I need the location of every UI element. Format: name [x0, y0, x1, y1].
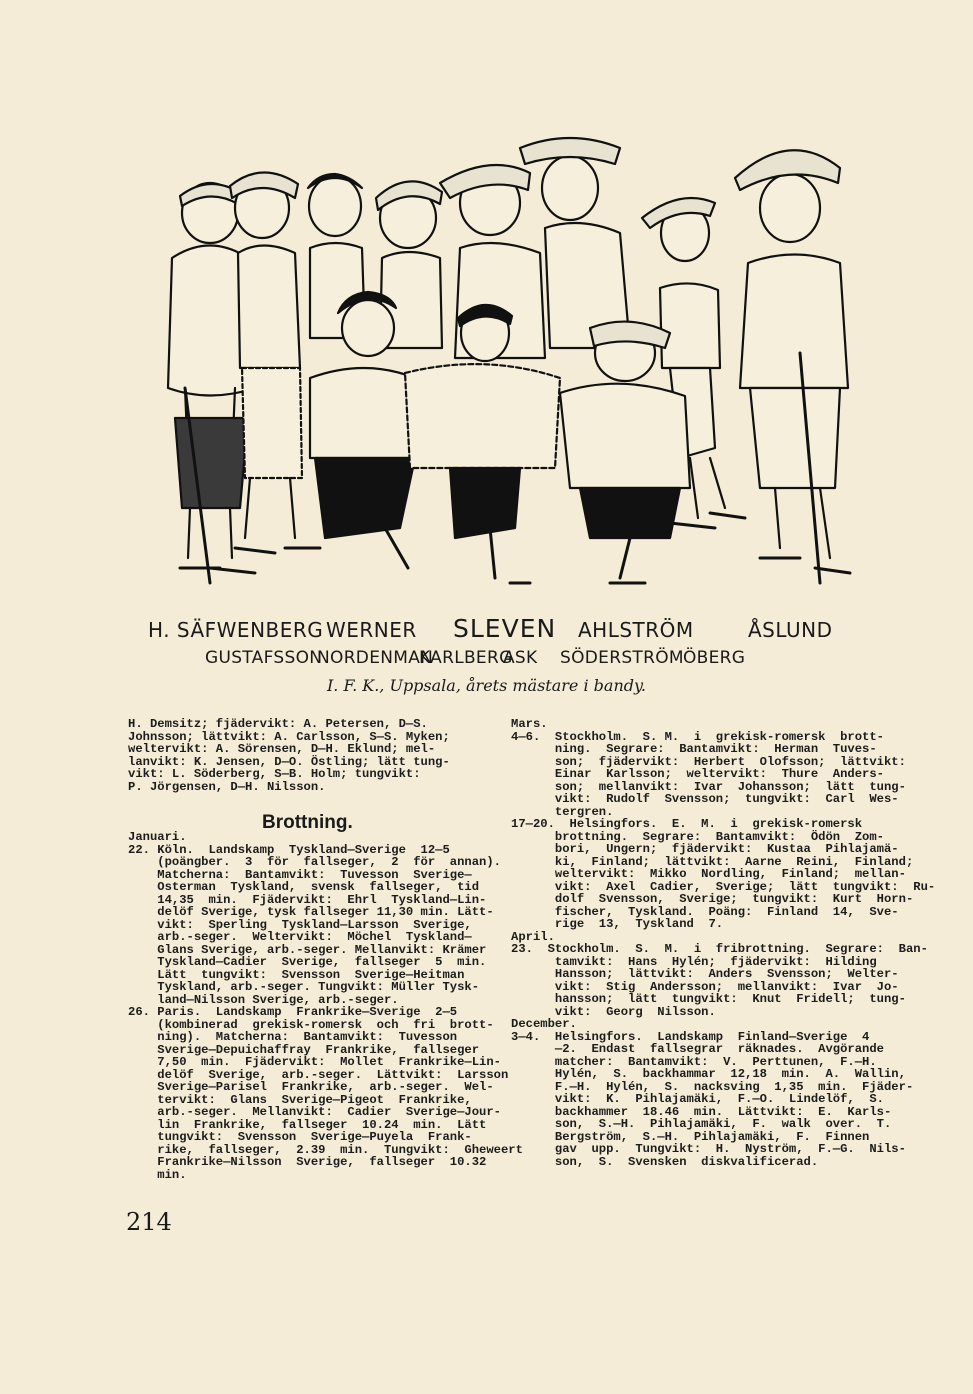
text-line: lin Frankrike, fallseger 10.24 min. Lätt [128, 1117, 487, 1132]
text-line: Tyskland, arb.-seger. Tungvikt: Müller Tysk- [128, 980, 480, 994]
caption-name-sleven: SLEVEN [453, 614, 557, 643]
text-line: Johnsson; lättvikt: A. Carlsson, S—S. Myken; [128, 729, 450, 744]
text-line: tungvikt: Svensson Sverige—Puyela Frank- [128, 1130, 472, 1144]
text-line: Mars. [511, 717, 548, 731]
caption-name: AHLSTRÖM [578, 618, 694, 642]
text-line: son, S. Svensken diskvalificerad. [511, 1154, 819, 1169]
text-line: tervikt: Glans Sverige—Pigeot Frankrike, [128, 1092, 472, 1107]
text-line: 4—6. Stockholm. S. M. i grekisk-romersk brott- [511, 729, 884, 744]
text-line: Lätt tungvikt: Svensson Sverige—Heitman [128, 967, 465, 982]
text-line: H. Demsitz; fjädervikt: A. Petersen, D—S. [128, 717, 428, 731]
caption-name: ÖBERG [683, 648, 746, 668]
text-line: Hansson; lättvikt: Anders Svensson; Welter- [511, 967, 899, 981]
text-line: arb.-seger. Weltervikt: Möchel Tyskland— [128, 930, 472, 944]
text-line: April. [511, 929, 555, 944]
text-line: ning). Matcherna: Bantamvikt: Tuvesson [128, 1030, 458, 1044]
text-line: Hylén, S. backhammar 12,18 min. A. Wallin, [511, 1067, 906, 1081]
bandy-team-caricature-illustration [150, 128, 855, 608]
text-line: delöf Sverige, arb.-seger. Lättvikt: Larsson [128, 1067, 509, 1082]
text-line: 23. Stockholm. S. M. i fribrottning. Segrare: Ban- [511, 942, 928, 956]
left-text-column [128, 717, 523, 1182]
text-line: bori, Ungern; fjädervikt: Kustaa Pihlajamä- [511, 842, 899, 856]
text-line: vikt: Axel Cadier, Sverige; lätt tungvikt: Ru- [511, 879, 936, 894]
text-line: Einar Karlsson; weltervikt: Thure Anders- [511, 767, 884, 781]
section-heading-brottning: Brottning. [262, 812, 353, 833]
caption-name: NORDENMAN [317, 648, 434, 668]
caption-name: ÅSLUND [748, 618, 833, 642]
text-line: vikt: Stig Andersson; mellanvikt: Ivar Jo- [511, 979, 899, 994]
text-line: brottning. Segrare: Bantamvikt: Ödön Zom- [511, 829, 884, 844]
text-line: —2. Endast fallsegrar räknades. Avgörande [511, 1042, 884, 1056]
text-line: vikt: Georg Nilsson. [511, 1004, 716, 1019]
caption-name: H. SÄFWENBERG [148, 618, 324, 642]
text-line: son; fjädervikt: Herbert Olofsson; lättvikt: [511, 754, 906, 769]
caption-names-row-top [148, 614, 848, 650]
text-line: Sverige—Parisel Frankrike, arb.-seger. Wel- [128, 1080, 494, 1094]
text-line: fischer, Tyskland. Poäng: Finland 14, Sve- [511, 904, 899, 919]
text-line: Frankrike—Nilsson Sverige, fallseger 10.32 [128, 1155, 487, 1169]
text-line: ki, Finland; lättvikt: Aarne Reini, Finland; [511, 854, 914, 869]
text-line: F.—H. Hylén, S. nacksving 1,35 min. Fjäder- [511, 1079, 914, 1094]
text-line: Sverige—Depuichaffray Frankrike, fallseger [128, 1042, 480, 1057]
text-line: Osterman Tyskland, svensk fallseger, tid [128, 880, 480, 894]
caption-name: WERNER [326, 618, 417, 642]
caption-name: KARLBERG [419, 648, 513, 668]
text-line: weltervikt: Mikko Nordling, Finland; mellan- [511, 867, 906, 881]
text-line: tergren. [511, 804, 614, 819]
text-line: Tyskland—Cadier Sverige, fallseger 5 min. [128, 955, 487, 969]
text-line: tamvikt: Hans Hylén; fjädervikt: Hilding [511, 954, 877, 969]
text-line: vikt: Sperling Tyskland—Larsson Sverige, [128, 917, 472, 932]
text-line: matcher: Bantamvikt: V. Perttunen, F.—H. [511, 1054, 877, 1069]
text-line: 17—20. Helsingfors. E. M. i grekisk-romersk [511, 817, 863, 831]
text-line: backhammer 18.46 min. Lättvikt: E. Karls- [511, 1104, 892, 1119]
text-line: Matcherna: Bantamvikt: Tuvesson Sverige— [128, 867, 472, 882]
text-line: vikt: Rudolf Svensson; tungvikt: Carl Wes- [511, 792, 899, 806]
text-line: (kombinerad grekisk-romersk och fri brott- [128, 1017, 494, 1032]
text-line: (poängber. 3 för fallseger, 2 för annan). [128, 855, 501, 869]
text-line: gav upp. Tungvikt: H. Nyström, F.—G. Nils- [511, 1142, 906, 1156]
text-line: arb.-seger. Mellanvikt: Cadier Sverige—Jour- [128, 1105, 501, 1119]
text-line: min. [128, 1167, 187, 1182]
text-line: rige 13, Tyskland 7. [511, 917, 724, 931]
text-line: weltervikt: A. Sörensen, D—H. Eklund; mel- [128, 742, 436, 756]
right-text-column [511, 717, 936, 1169]
text-line: 7,50 min. Fjädervikt: Mollet Frankrike—Lin- [128, 1055, 501, 1069]
text-line: hansson; lätt tungvikt: Knut Fridell; tung- [511, 992, 906, 1006]
text-line: vikt: L. Söderberg, S—B. Holm; tungvikt: [128, 767, 421, 781]
caption-name: ASK [503, 648, 538, 668]
text-line: son, S.—H. Pihlajamäki, F. walk over. T. [511, 1117, 892, 1131]
text-line: December. [511, 1017, 577, 1031]
text-line: Glans Sverige, arb.-seger. Mellanvikt: Krämer [128, 942, 487, 957]
text-line: Bergström, S.—H. Pihlajamäki, F. Finnen [511, 1129, 870, 1144]
text-line: 26. Paris. Landskamp Frankrike—Sverige 2—5 [128, 1005, 458, 1019]
illustration-caption: I. F. K., Uppsala, årets mästare i bandy. [326, 676, 647, 695]
caption-names-row-bottom [205, 648, 765, 674]
caption-name: SÖDERSTRÖM [560, 648, 684, 668]
caption-name: GUSTAFSSON [205, 648, 323, 668]
text-line: 22. Köln. Landskamp Tyskland—Sverige 12—5 [128, 842, 450, 857]
text-line: 3—4. Helsingfors. Landskamp Finland—Sverige 4 [511, 1029, 870, 1044]
text-line: Januari. [128, 830, 187, 844]
text-line: ning. Segrare: Bantamvikt: Herman Tuves- [511, 742, 877, 756]
text-line: lanvikt: K. Jensen, D—O. Östling; lätt tung- [128, 754, 450, 769]
text-line: rike, fallseger, 2.39 min. Tungvikt: Gheweert [128, 1142, 523, 1157]
text-line: land—Nilsson Sverige, arb.-seger. [128, 992, 399, 1007]
text-line: P. Jörgensen, D—H. Nilsson. [128, 779, 326, 794]
text-line: delöf Sverige, tysk fallseger 11,30 min. Lätt- [128, 905, 494, 919]
text-line: vikt: K. Pihlajamäki, F.—O. Lindelöf, S. [511, 1092, 884, 1106]
page-number: 214 [126, 1208, 172, 1236]
text-line: son; mellanvikt: Ivar Johansson; lätt tung- [511, 779, 906, 794]
text-line: 14,35 min. Fjädervikt: Ehrl Tyskland—Lin- [128, 892, 487, 907]
text-line: dolf Svensson, Sverige; tungvikt: Kurt Horn- [511, 892, 914, 906]
